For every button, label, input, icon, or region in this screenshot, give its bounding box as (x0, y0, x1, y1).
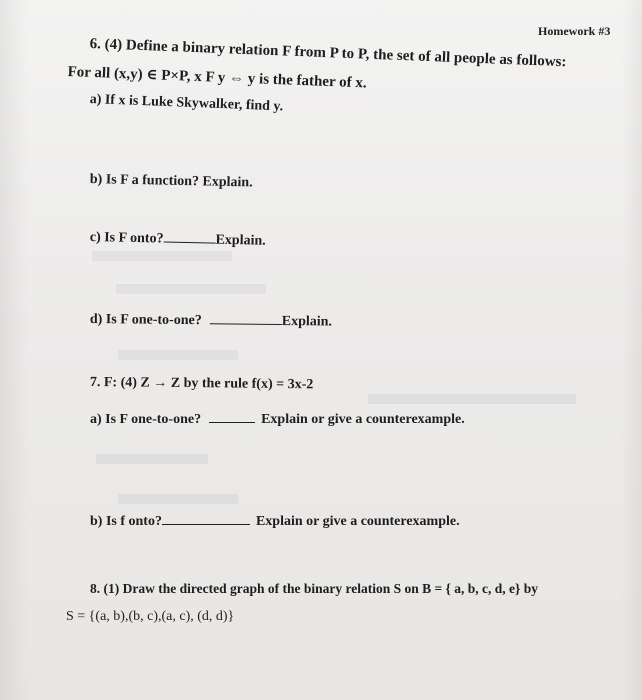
q7b-answer-blank[interactable] (162, 512, 250, 525)
q6c-answer-blank[interactable] (163, 230, 215, 244)
q6-definition: For all (x,y) ∈ P×P, x F y ⇔ y is the father of x. (67, 63, 367, 92)
q7-title: 7. F: (4) Z → Z by the rule f(x) = 3x-2 (89, 375, 314, 393)
q6d-question (90, 310, 332, 331)
bleed-through-mark (118, 494, 238, 504)
q6d-explain: Explain. (281, 314, 333, 330)
page-shadow-left (0, 0, 28, 700)
homework-label: Homework #3 (538, 24, 611, 38)
q7b-question (90, 512, 460, 530)
q6a-question: a) If x is Luke Skywalker, find y. (89, 92, 284, 115)
bleed-through-mark (96, 454, 208, 464)
q8-relation-set: S = {(a, b),(b, c),(a, c), (d, d)} (66, 609, 235, 624)
q7a-label: a) Is F one-to-one? (90, 412, 202, 427)
bleed-through-mark (92, 251, 232, 261)
q6c-question (90, 228, 266, 250)
q6c-explain: Explain. (215, 232, 266, 249)
bleed-through-mark (118, 350, 238, 360)
q7a-question (90, 410, 465, 428)
q7a-explain: Explain or give a counterexample. (261, 412, 465, 427)
q6-title: 6. (4) Define a binary relation F from P to P, the set of all people as follows: (89, 36, 567, 71)
bleed-through-mark (368, 394, 576, 404)
q7b-explain: Explain or give a counterexample. (255, 514, 460, 529)
q8-title: 8. (1) Draw the directed graph of the binary relation S on B = { a, b, c, d, e} by (90, 581, 538, 596)
q7b-label: b) Is f onto? (90, 514, 162, 529)
page-shadow-right (622, 0, 642, 700)
q6d-label: d) Is F one-to-one? (89, 311, 202, 329)
q6d-answer-blank[interactable] (210, 311, 282, 325)
q6c-label: c) Is F onto? (89, 229, 164, 247)
q6b-question: b) Is F a function? Explain. (89, 172, 253, 191)
q7a-answer-blank[interactable] (209, 410, 255, 423)
bleed-through-mark (116, 284, 266, 294)
